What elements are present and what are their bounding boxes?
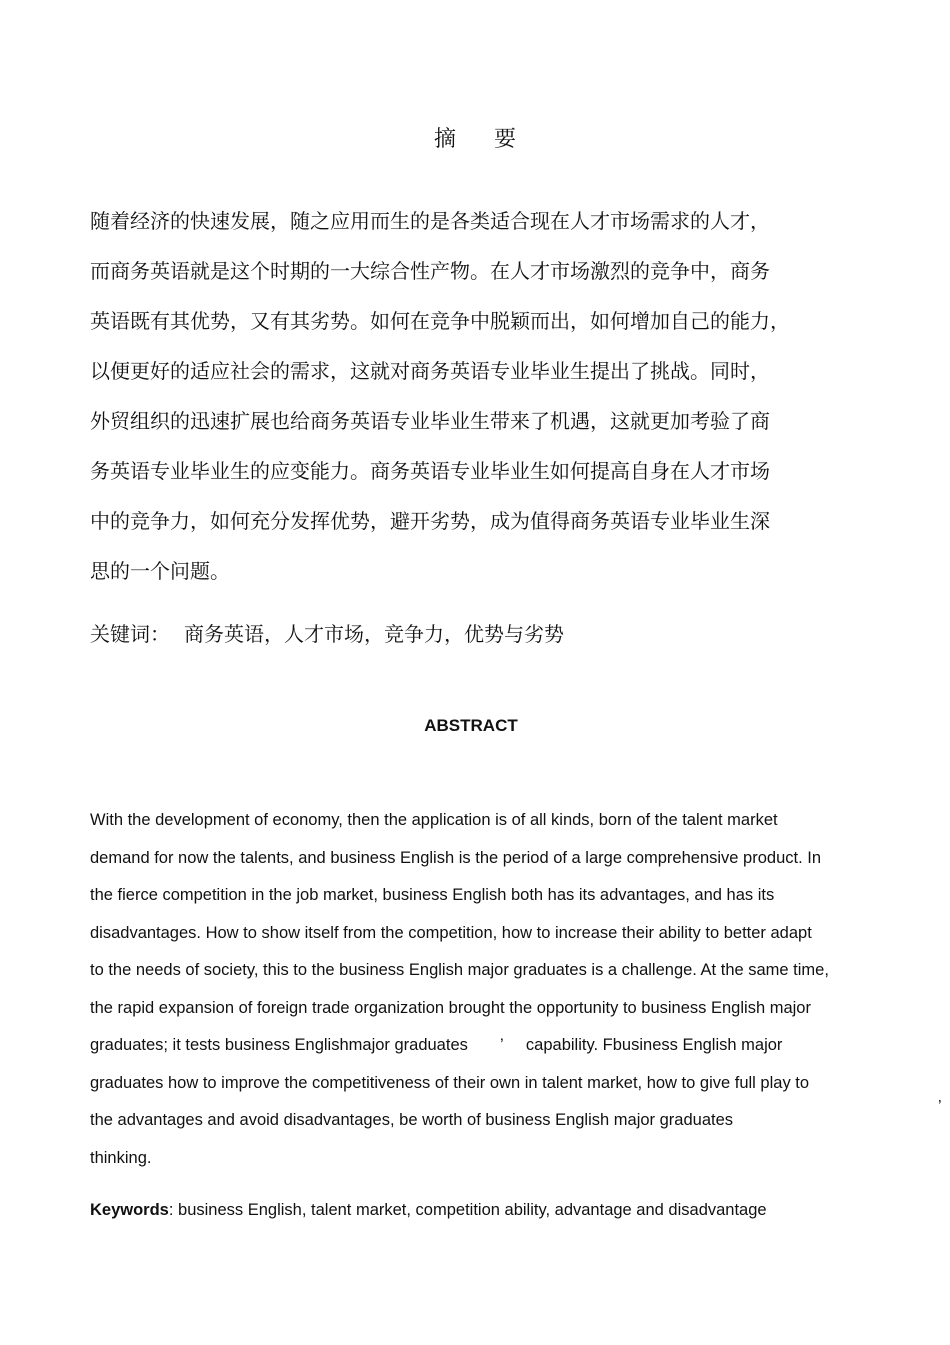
chinese-abstract-title: 摘要 — [433, 127, 554, 152]
english-keywords-label: Keywords — [90, 1201, 169, 1219]
chinese-abstract-line: 外贸组织的迅速扩展也给商务英语专业毕业生带来了机遇，这就更加考验了商 — [90, 409, 770, 433]
english-abstract-line: the advantages and avoid disadvantages, be worth of business English major graduates — [90, 1111, 734, 1129]
chinese-keywords — [90, 618, 564, 647]
chinese-abstract-line: 务英语专业毕业生的应变能力。商务英语专业毕业生如何提高自身在人才市场 — [90, 459, 770, 483]
english-abstract-line: With the development of economy, then the application is of all kinds, born of the talent market — [90, 811, 778, 829]
chinese-abstract-line: 英语既有其优势，又有其劣势。如何在竞争中脱颖而出，如何增加自己的能力， — [90, 309, 790, 333]
chinese-abstract-line: 思的一个问题。 — [90, 559, 230, 583]
english-abstract-line: the fierce competition in the job market, business English both has its advantages, and has its — [90, 886, 775, 904]
english-keywords — [90, 1201, 767, 1220]
english-abstract-title: ABSTRACT — [424, 716, 518, 735]
chinese-abstract-line: 而商务英语就是这个时期的一大综合性产物。在人才市场激烈的竞争中，商务 — [90, 259, 770, 283]
chinese-abstract-body — [90, 196, 820, 596]
stray-apostrophe-mark: ’ — [938, 1098, 942, 1115]
chinese-abstract-line: 随着经济的快速发展，随之应用而生的是各类适合现在人才市场需求的人才， — [90, 209, 770, 233]
english-abstract-line: graduates how to improve the competitiveness of their own in talent market, how to give full play to — [90, 1073, 810, 1092]
chinese-keywords-list: 商务英语，人才市场，竞争力，优势与劣势 — [184, 622, 564, 646]
english-abstract-line: demand for now the talents, and business English is the period of a large comprehensive product. In — [90, 848, 822, 867]
english-abstract-line: graduates; it tests business Englishmajor graduates ’ capability. Fbusiness English major — [90, 1036, 783, 1054]
english-abstract-line: disadvantages. How to show itself from the competition, how to increase their ability to better adapt — [90, 923, 812, 942]
english-abstract-body — [90, 802, 920, 1177]
english-abstract-line: to the needs of society, this to the business English major graduates is a challenge. At the same time, — [90, 961, 829, 979]
chinese-abstract-line: 中的竞争力，如何充分发挥优势，避开劣势，成为值得商务英语专业毕业生深 — [90, 509, 770, 533]
english-abstract-line: the rapid expansion of foreign trade organization brought the opportunity to business English major — [90, 998, 811, 1017]
english-abstract-line: thinking. — [90, 1148, 152, 1167]
english-keywords-list: : business English, talent market, competition ability, advantage and disadvantage — [168, 1201, 767, 1219]
chinese-keywords-label: 关键词： — [90, 622, 170, 646]
chinese-abstract-line: 以便更好的适应社会的需求，这就对商务英语专业毕业生提出了挑战。同时， — [90, 359, 770, 383]
